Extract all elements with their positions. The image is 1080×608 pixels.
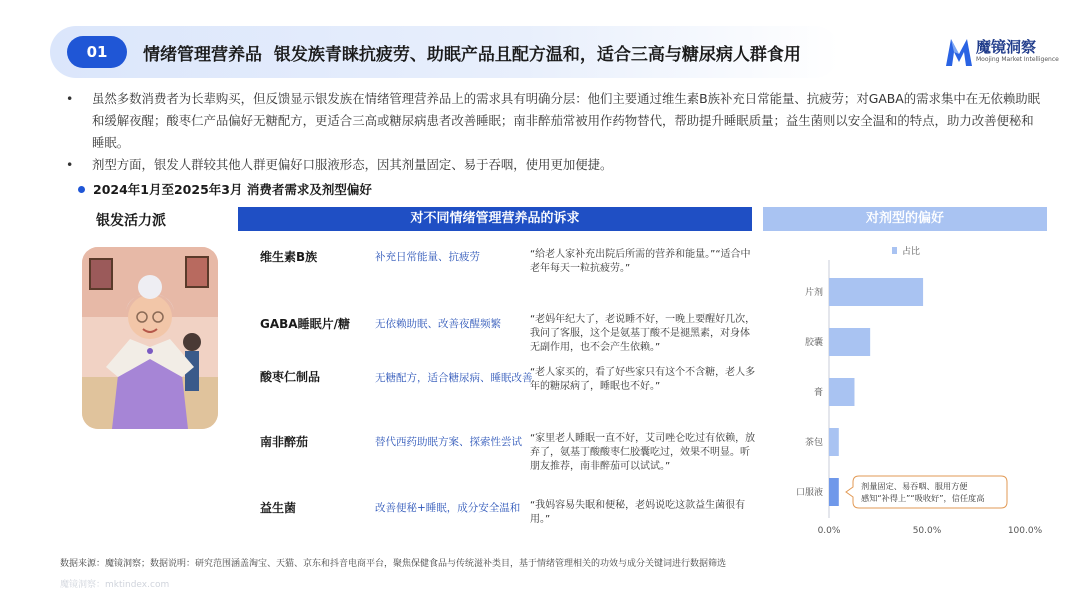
x-tick-label: 50.0% [912, 526, 942, 536]
bullet-list [62, 88, 1042, 176]
page-title [143, 40, 801, 65]
bullet-dot-icon [78, 186, 85, 193]
annotation-text: 剂量固定、易吞咽、服用方便 [861, 481, 968, 491]
watermark: 魔镜洞察：mktindex.com [60, 580, 170, 590]
product-name: GABA睡眠片/糖 [260, 317, 350, 331]
brand-name: 魔镜洞察 [976, 38, 1037, 56]
persona-label: 银发活力派 [96, 213, 166, 229]
category-label: 膏 [813, 388, 823, 398]
consumer-quote: “老妈年纪大了，老说睡不好，一晚上要醒好几次，我问了客服，这个是氨基丁酸不是褪黑素，对身体无副作用，也不会产生依赖。” [530, 314, 756, 353]
legend-label: 占比 [902, 247, 921, 257]
brand-tagline: Moojing Market Intelligence [976, 56, 1059, 63]
consumer-quote: “家里老人睡眠一直不好，艾司唑仑吃过有依赖，放弃了，氨基丁酸酸枣仁胶囊吃过，效果不明显。听朋友推荐，南非醉茄可以试试。” [530, 433, 756, 472]
consumer-quote: “给老人家补充出院后所需的营养和能量。”“适合中老年每天一粒抗疲劳。” [530, 249, 751, 274]
legend-swatch [892, 247, 897, 254]
dosage-preference-chart [763, 236, 1053, 546]
x-tick-label: 0.0% [817, 526, 841, 536]
elderly-woman-illustration [82, 247, 218, 429]
consumer-quote: “老人家买的，看了好些家只有这个不含糖，老人多年的糖尿病了，睡眠也不好。” [530, 367, 756, 392]
data-source-note: 数据来源：魔镜洞察；数据说明：研究范围涵盖淘宝、天猫、京东和抖音电商平台，聚焦保健食品与传统滋补类目，基于情绪管理相关的功效与成分关键词进行数据筛选 [60, 559, 727, 569]
bar-口服液 [829, 478, 839, 506]
annotation-text: 感知“补得上”“吸收好”，信任度高 [861, 493, 985, 503]
product-name: 维生素B族 [260, 250, 318, 264]
product-appeal: 改善便秘+睡眠，成分安全温和 [375, 502, 521, 514]
bar-茶包 [829, 428, 839, 456]
product-appeal: 无糖配方，适合糖尿病、睡眠改善 [375, 372, 533, 384]
product-name: 酸枣仁制品 [260, 370, 321, 384]
category-label: 茶包 [804, 438, 823, 448]
section-number: 01 [67, 36, 127, 68]
x-tick-label: 100.0% [1007, 526, 1043, 536]
section-title-text: 2024年1月至2025年3月 消费者需求及剂型偏好 [93, 182, 372, 197]
bar-膏 [829, 378, 854, 406]
product-appeal: 无依赖助眠、改善夜醒频繁 [375, 318, 501, 330]
bullet-item: • 剂型方面，银发人群较其他人群更偏好口服液形态，因其剂量固定、易于吞咽，使用更加便捷。 [62, 154, 1042, 176]
bar-片剂 [829, 278, 923, 306]
category-label: 口服液 [795, 488, 823, 498]
bar-胶囊 [829, 328, 870, 356]
consumer-quote: “我妈容易失眠和便秘，老妈说吃这款益生菌很有用。” [530, 500, 746, 525]
bullet-item: • 虽然多数消费者为长辈购买，但反馈显示银发族在情绪管理营养品上的需求具有明确分层：他们主要通过维生素B族补充日常能量、抗疲劳；对GABA的需求集中在无依赖助眠和缓解夜醒；酸枣仁产品偏好无糖配方，更适合三高或糖尿病患者改善睡眠；南非醉茄常被用作药物替代，帮助提升睡眠质量；益生菌则以安全温和的特点，助力改善便秘和睡眠。 [62, 88, 1042, 154]
category-label: 胶囊 [804, 338, 823, 348]
m-logo-icon [944, 36, 974, 68]
product-appeal: 补充日常能量、抗疲劳 [375, 251, 480, 263]
elderly-woman-icon [82, 247, 218, 429]
product-name: 南非醉茄 [260, 435, 309, 449]
title-main: 情绪管理营养品 [143, 45, 262, 65]
brand-logo [944, 34, 1059, 70]
title-rest: 银发族青睐抗疲劳、助眠产品且配方温和，适合三高与糖尿病人群食用 [273, 45, 801, 65]
category-label: 片剂 [804, 288, 823, 298]
table-header: 对不同情绪管理营养品的诉求 [238, 207, 752, 231]
product-appeal: 替代西药助眠方案、探索性尝试 [375, 436, 522, 448]
product-name: 益生菌 [260, 501, 297, 515]
section-title [78, 180, 372, 198]
chart-header: 对剂型的偏好 [763, 207, 1047, 231]
